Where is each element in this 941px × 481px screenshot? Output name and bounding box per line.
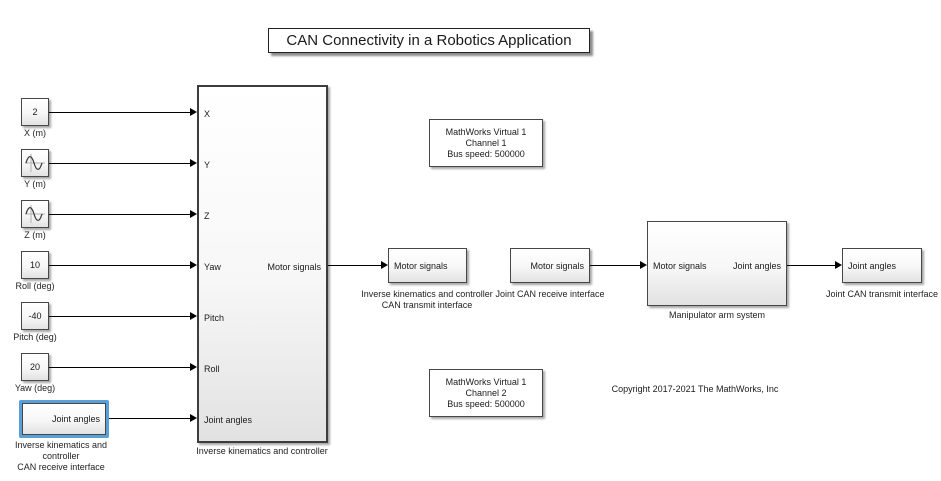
input-port-x: X (204, 109, 211, 119)
joint-can-receive-label[interactable]: Joint CAN receive interface (495, 289, 605, 299)
joint-can-receive-block[interactable] (510, 248, 590, 283)
controller-label[interactable]: Inverse kinematics and controller (196, 446, 328, 456)
block-label-roll[interactable]: Roll (deg) (15, 281, 55, 291)
output-port-label: Joint angles (51, 414, 100, 424)
sine-wave-icon (22, 201, 48, 227)
can-receive-interface-block[interactable] (22, 403, 106, 435)
arrowhead (190, 363, 197, 371)
can-receive-interface-label[interactable] (0, 440, 122, 473)
controller-block[interactable] (197, 85, 328, 443)
arrowhead (190, 210, 197, 218)
label-line1: Inverse kinematics and controller (14, 440, 108, 461)
input-port-yaw: Yaw (204, 262, 221, 272)
wire-y-to-controller[interactable] (49, 163, 190, 164)
label-line1: Inverse kinematics and controller (361, 289, 493, 299)
selection-frame (19, 400, 109, 438)
input-port-joint-angles: Joint angles (204, 415, 253, 425)
constant-block-yaw[interactable] (21, 353, 49, 381)
constant-value: 20 (29, 362, 40, 372)
can-config-line3: Bus speed: 500000 (447, 398, 525, 409)
input-port-label: Joint angles (848, 260, 897, 271)
arrowhead (190, 159, 197, 167)
constant-block-x[interactable] (21, 98, 49, 126)
constant-value: 10 (29, 260, 40, 270)
can-config-text (430, 370, 542, 416)
copyright-annotation[interactable]: Copyright 2017-2021 The MathWorks, Inc (611, 384, 779, 394)
can-transmit-interface-block[interactable] (388, 248, 467, 283)
wire-x-to-controller[interactable] (49, 112, 190, 113)
joint-can-transmit-label[interactable]: Joint CAN transmit interface (825, 289, 939, 299)
constant-block-pitch[interactable] (21, 302, 49, 330)
output-port-joint-angles: Joint angles (732, 261, 781, 271)
sine-wave-block-y[interactable] (21, 149, 49, 177)
wire-z-to-controller[interactable] (49, 214, 190, 215)
can-config-line2: Channel 1 (465, 137, 507, 148)
label-line2: CAN receive interface (17, 462, 105, 472)
can-config-line1: MathWorks Virtual 1 (445, 126, 527, 137)
input-port-pitch: Pitch (204, 313, 225, 323)
wire-controller-to-transmit[interactable] (328, 265, 381, 266)
can-config-text (430, 120, 542, 166)
output-port-motor-signals: Motor signals (267, 262, 321, 272)
manipulator-arm-block[interactable] (647, 221, 787, 306)
wire-yaw-to-controller[interactable] (49, 367, 190, 368)
manipulator-arm-label[interactable]: Manipulator arm system (668, 310, 766, 320)
arrowhead (381, 261, 388, 269)
input-port-z: Z (204, 211, 210, 221)
sine-wave-block-z[interactable] (21, 200, 49, 228)
input-port-motor-signals: Motor signals (653, 261, 707, 271)
input-port-label: Motor signals (394, 260, 448, 271)
arrowhead (190, 312, 197, 320)
can-configuration-block-2[interactable] (429, 369, 543, 417)
can-config-line2: Channel 2 (465, 387, 507, 398)
can-config-line3: Bus speed: 500000 (447, 148, 525, 159)
arrowhead (190, 261, 197, 269)
label-line2: CAN transmit interface (381, 300, 473, 310)
arrowhead (640, 261, 647, 269)
block-label-pitch[interactable]: Pitch (deg) (13, 332, 57, 342)
block-label-z[interactable]: Z (m) (24, 230, 46, 240)
joint-can-transmit-block[interactable] (842, 248, 922, 283)
block-label-x[interactable]: X (m) (24, 128, 46, 138)
block-label-y[interactable]: Y (m) (24, 179, 46, 189)
constant-block-roll[interactable] (21, 251, 49, 279)
title-annotation[interactable] (268, 28, 590, 53)
output-port-label: Motor signals (530, 260, 584, 271)
arrowhead (835, 261, 842, 269)
wire-manipulator-to-transmit[interactable] (787, 265, 835, 266)
input-port-roll: Roll (204, 364, 220, 374)
constant-value: 2 (32, 107, 38, 117)
arrowhead (190, 414, 197, 422)
wire-receive-to-manipulator[interactable] (590, 265, 640, 266)
title-text: CAN Connectivity in a Robotics Application (286, 32, 572, 49)
input-port-y: Y (204, 160, 211, 170)
wire-roll-to-controller[interactable] (49, 265, 190, 266)
sine-wave-icon (22, 150, 48, 176)
can-configuration-block-1[interactable] (429, 119, 543, 167)
constant-value: -40 (28, 311, 42, 321)
can-config-line1: MathWorks Virtual 1 (445, 376, 527, 387)
wire-receive-to-controller[interactable] (109, 418, 190, 419)
wire-pitch-to-controller[interactable] (49, 316, 190, 317)
arrowhead (190, 108, 197, 116)
block-label-yaw[interactable]: Yaw (deg) (14, 383, 56, 393)
